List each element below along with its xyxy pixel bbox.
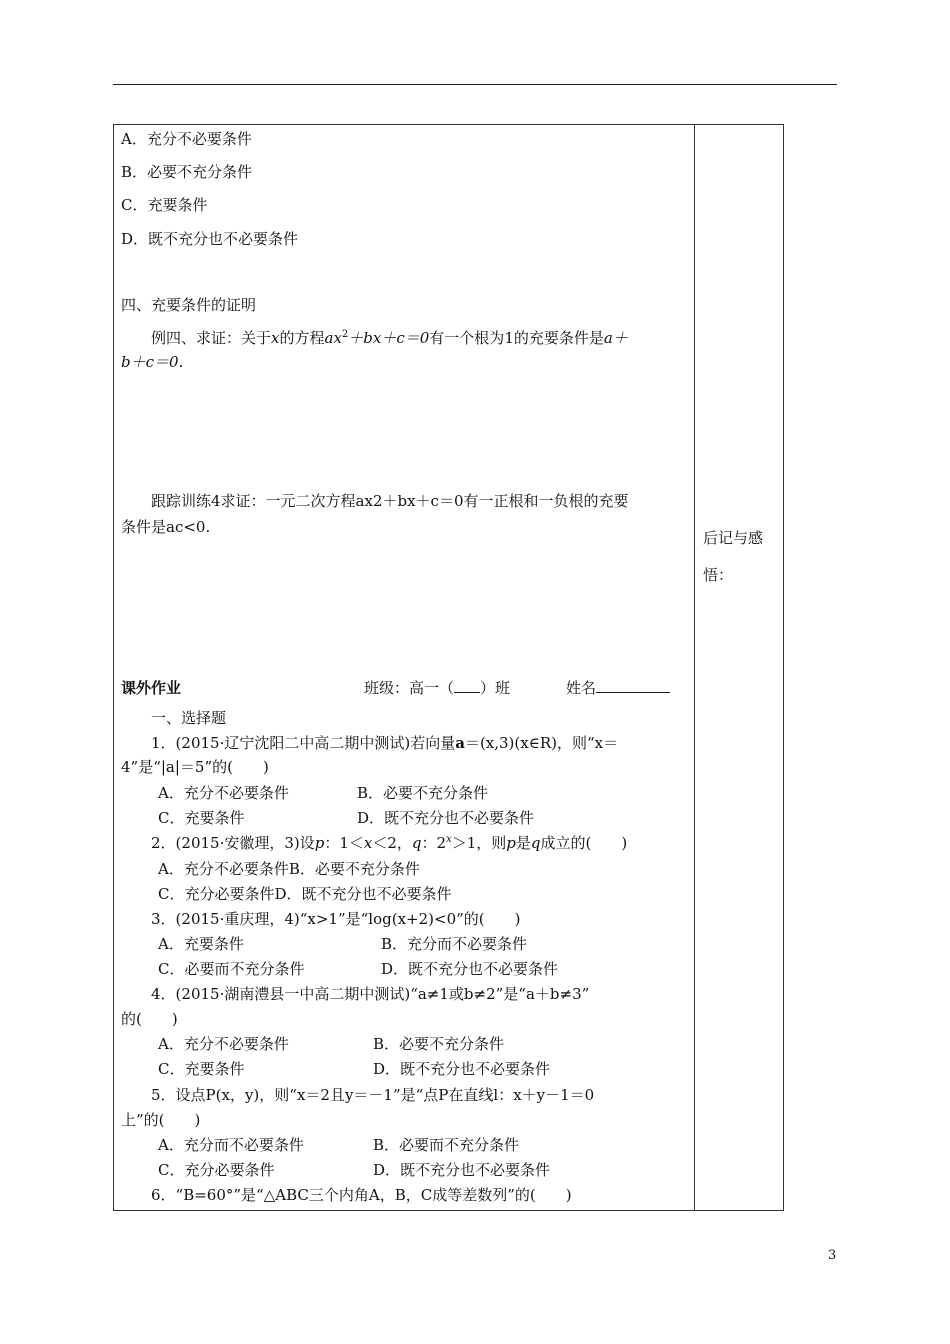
column-divider bbox=[694, 125, 695, 1210]
practice4-line2: 条件是ac<0. bbox=[121, 518, 211, 536]
option-c: C．充要条件 bbox=[121, 196, 208, 214]
q1-line1: 1．(2015·辽宁沈阳二中高二期中测试)若向量a＝(x,3)(x∈R)，则“x＝ bbox=[151, 734, 619, 752]
choice-subheading: 一、选择题 bbox=[151, 709, 227, 727]
q4-option-d: D．既不充分也不必要条件 bbox=[373, 1060, 551, 1078]
q4-line1: 4．(2015·湖南澧县一中高二期中测试)“a≠1或b≠2”是“a＋b≠3” bbox=[151, 985, 590, 1003]
q5-option-b: B．必要而不充分条件 bbox=[373, 1136, 520, 1154]
option-b: B．必要不充分条件 bbox=[121, 163, 253, 181]
homework-title: 课外作业 bbox=[121, 679, 182, 697]
q4-line2: 的( ) bbox=[121, 1010, 178, 1028]
q2-options-cd: C．充分必要条件D．既不充分也不必要条件 bbox=[158, 885, 452, 903]
q1-option-b: B．必要不充分条件 bbox=[357, 784, 489, 802]
q5-line1: 5．设点P(x，y)，则“x＝2且y＝－1”是“点P在直线l：x＋y－1＝0 bbox=[151, 1086, 595, 1104]
q3-option-c: C．必要而不充分条件 bbox=[158, 960, 305, 978]
q5-option-c: C．充分必要条件 bbox=[158, 1161, 275, 1179]
option-d: D．既不充分也不必要条件 bbox=[121, 230, 299, 248]
example4-line2: b＋c＝0. bbox=[121, 353, 184, 371]
q1-option-c: C．充要条件 bbox=[158, 809, 245, 827]
section4-heading: 四、充要条件的证明 bbox=[121, 296, 257, 314]
side-note-line1: 后记与感 bbox=[703, 529, 764, 547]
header-rule bbox=[113, 84, 837, 85]
q3-option-d: D．既不充分也不必要条件 bbox=[381, 960, 559, 978]
q1-line2: 4”是“|a|＝5”的( ) bbox=[121, 758, 269, 776]
q2-options-ab: A．充分不必要条件B．必要不充分条件 bbox=[158, 860, 420, 878]
worksheet-table bbox=[113, 124, 784, 1211]
q6-line1: 6．“B=60°”是“△ABC三个内角A，B，C成等差数列”的( ) bbox=[151, 1186, 572, 1204]
page-number: 3 bbox=[828, 1248, 837, 1263]
q1-option-a: A．充分不必要条件 bbox=[158, 784, 289, 802]
q5-option-d: D．既不充分也不必要条件 bbox=[373, 1161, 551, 1179]
q5-line2: 上”的( ) bbox=[121, 1111, 201, 1129]
q3-option-b: B．充分而不必要条件 bbox=[381, 935, 528, 953]
option-a: A．充分不必要条件 bbox=[121, 130, 252, 148]
q2-line1: 2．(2015·安徽理，3)设p：1＜x＜2，q：$2^x>1$，则p是q成立的( ) bbox=[151, 834, 628, 852]
q3-option-a: A．充要条件 bbox=[158, 935, 244, 953]
q4-option-c: C．充要条件 bbox=[158, 1060, 245, 1078]
q4-option-a: A．充分不必要条件 bbox=[158, 1035, 289, 1053]
name-blank[interactable] bbox=[596, 692, 670, 693]
side-note-line2: 悟： bbox=[703, 566, 734, 584]
q5-option-a: A．充分而不必要条件 bbox=[158, 1136, 304, 1154]
practice4-line1: 跟踪训练4求证：一元二次方程ax2＋bx＋c＝0有一正根和一负根的充要 bbox=[151, 492, 629, 510]
q4-option-b: B．必要不充分条件 bbox=[373, 1035, 505, 1053]
q3-line1: 3．(2015·重庆理，4)“x>1”是“log(x+2)<0”的( ) bbox=[151, 910, 521, 928]
class-blank[interactable] bbox=[454, 692, 480, 693]
example4-line1: 例四、求证：关于x的方程$ax^2+bx+c=0$有一个根为1的充要条件是a＋ bbox=[151, 329, 628, 347]
class-field: 班级：高一（ ）班 bbox=[364, 679, 511, 697]
name-field: 姓名 bbox=[566, 678, 670, 698]
q1-option-d: D．既不充分也不必要条件 bbox=[357, 809, 535, 827]
